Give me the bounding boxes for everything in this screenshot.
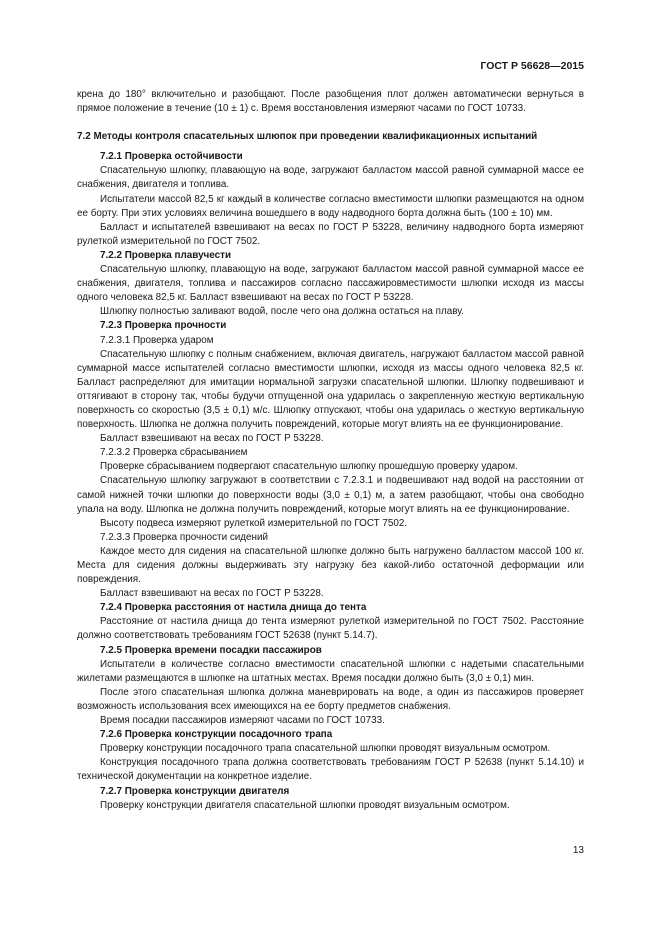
paragraph: Высоту подвеса измеряют рулеткой измерительной по ГОСТ 7502. bbox=[100, 517, 408, 529]
paragraph: Конструкция посадочного трапа должна соответствовать требованиям ГОСТ Р 52638 (пункт 5.14.10) и технической документации на конкретное изделие. bbox=[77, 757, 584, 783]
document-header: ГОСТ Р 56628—2015 bbox=[480, 60, 584, 72]
subsection-heading: 7.2.4 Проверка расстояния от настила днища до тента bbox=[100, 602, 367, 614]
subsection-heading: 7.2.5 Проверка времени посадки пассажиров bbox=[100, 644, 322, 656]
paragraph: Балласт взвешивают на весах по ГОСТ Р 53228. bbox=[100, 588, 324, 600]
paragraph: Испытатели в количестве согласно вместимости спасательной шлюпки с надетыми спасательными жилетами размещаются в шлюпке на штатных местах. Время посадки должно быть (3,0 ± 0,1) мин. bbox=[77, 658, 584, 684]
paragraph: Спасательную шлюпку с полным снабжением, включая двигатель, нагружают балластом массой равной суммарной массе испытателей согласно вместимости шлюпки, исходя из массы одного человека 82,5 кг. Балласт распределяют для имитации нормальной загрузки спасательной шлюпки. Шлюпку подвешивают и оттягивают в сторону так, чтобы будучи отпущенной она ударилась о закрепленную жесткую вертикальную поверхность со скоростью (3,5 ± 0,1) м/с. Шлюпку отпускают, чтобы она ударилась о жесткую вертикальную поверхность. Шлюпка не должна получить повреждений, которые могут влиять на ее функционирование. bbox=[77, 348, 584, 431]
paragraph: Спасательную шлюпку, плавающую на воде, загружают балластом массой равной суммарной массе ее снабжения, двигателя и топлива. bbox=[77, 165, 584, 191]
subsection-heading: 7.2.6 Проверка конструкции посадочного трапа bbox=[100, 729, 333, 741]
clause-heading: 7.2.3.3 Проверка прочности сидений bbox=[100, 531, 269, 543]
section-heading: 7.2 Методы контроля спасательных шлюпок при проведении квалификационных испытаний bbox=[77, 131, 538, 143]
paragraph: Балласт и испытателей взвешивают на весах по ГОСТ Р 53228, величину надводного борта измеряют рулеткой измерительной по ГОСТ 7502. bbox=[77, 221, 584, 247]
paragraph: Каждое место для сидения на спасательной шлюпке должно быть нагружено балластом массой 100 кг. Места для сидения должны выдерживать эту нагрузку без какой-либо остаточной деформации или повреждения. bbox=[77, 545, 584, 586]
paragraph: Испытатели массой 82,5 кг каждый в количестве согласно вместимости шлюпки размещаются на одном ее борту. При этих условиях величина вошедшего в воду надводного борта должна быть (100 ± 10) мм. bbox=[77, 193, 584, 219]
paragraph: Балласт взвешивают на весах по ГОСТ Р 53228. bbox=[100, 433, 324, 445]
paragraph: Расстояние от настила днища до тента измеряют рулеткой измерительной по ГОСТ 7502. Расстояние должно соответствовать требованиям ГОСТ 52638 (пункт 5.14.7). bbox=[77, 616, 584, 642]
subsection-heading: 7.2.1 Проверка остойчивости bbox=[100, 151, 243, 163]
subsection-heading: 7.2.7 Проверка конструкции двигателя bbox=[100, 785, 290, 797]
document-body bbox=[77, 88, 584, 813]
subsection-heading: 7.2.2 Проверка плавучести bbox=[100, 249, 232, 261]
page-number: 13 bbox=[572, 845, 584, 856]
clause-heading: 7.2.3.1 Проверка ударом bbox=[100, 334, 214, 346]
paragraph: Спасательную шлюпку, плавающую на воде, загружают балластом массой равной суммарной массе ее снабжения, двигателя, топлива и пассажиров согласно пассажировместимости шлюпки исходя из массы одного человека 82,5 кг. Балласт взвешивают на весах по ГОСТ Р 53228. bbox=[77, 264, 584, 304]
paragraph: Проверку конструкции посадочного трапа спасательной шлюпки проводят визуальным осмотром. bbox=[100, 743, 551, 755]
paragraph: Время посадки пассажиров измеряют часами по ГОСТ 10733. bbox=[100, 715, 385, 727]
paragraph: Шлюпку полностью заливают водой, после чего она должна остаться на плаву. bbox=[100, 306, 464, 318]
paragraph: крена до 180° включительно и разобщают. После разобщения плот должен автоматически вернуться в прямое положение в течение (10 ± 1) с. Время восстановления измеряют часами по ГОСТ 10733. bbox=[77, 89, 584, 115]
clause-heading: 7.2.3.2 Проверка сбрасыванием bbox=[100, 447, 248, 459]
paragraph: Проверку конструкции двигателя спасательной шлюпки проводят визуальным осмотром. bbox=[100, 799, 510, 811]
paragraph: Спасательную шлюпку загружают в соответствии с 7.2.3.1 и подвешивают над водой на расстоянии от самой нижней точки шлюпки до поверхности воды (3,0 ± 0,1) м, а затем разобщают, чтобы она свободно упала на воду. Шлюпка не должна получить повреждений, которые могут влиять на ее функционирование. bbox=[77, 475, 584, 515]
subsection-heading: 7.2.3 Проверка прочности bbox=[100, 320, 227, 332]
paragraph: После этого спасательная шлюпка должна маневрировать на воде, а один из пассажиров проверяет возможность использования всех имеющихся на ее борту предметов снабжения. bbox=[77, 686, 584, 712]
paragraph: Проверке сбрасыванием подвергают спасательную шлюпку прошедшую проверку ударом. bbox=[100, 461, 518, 473]
